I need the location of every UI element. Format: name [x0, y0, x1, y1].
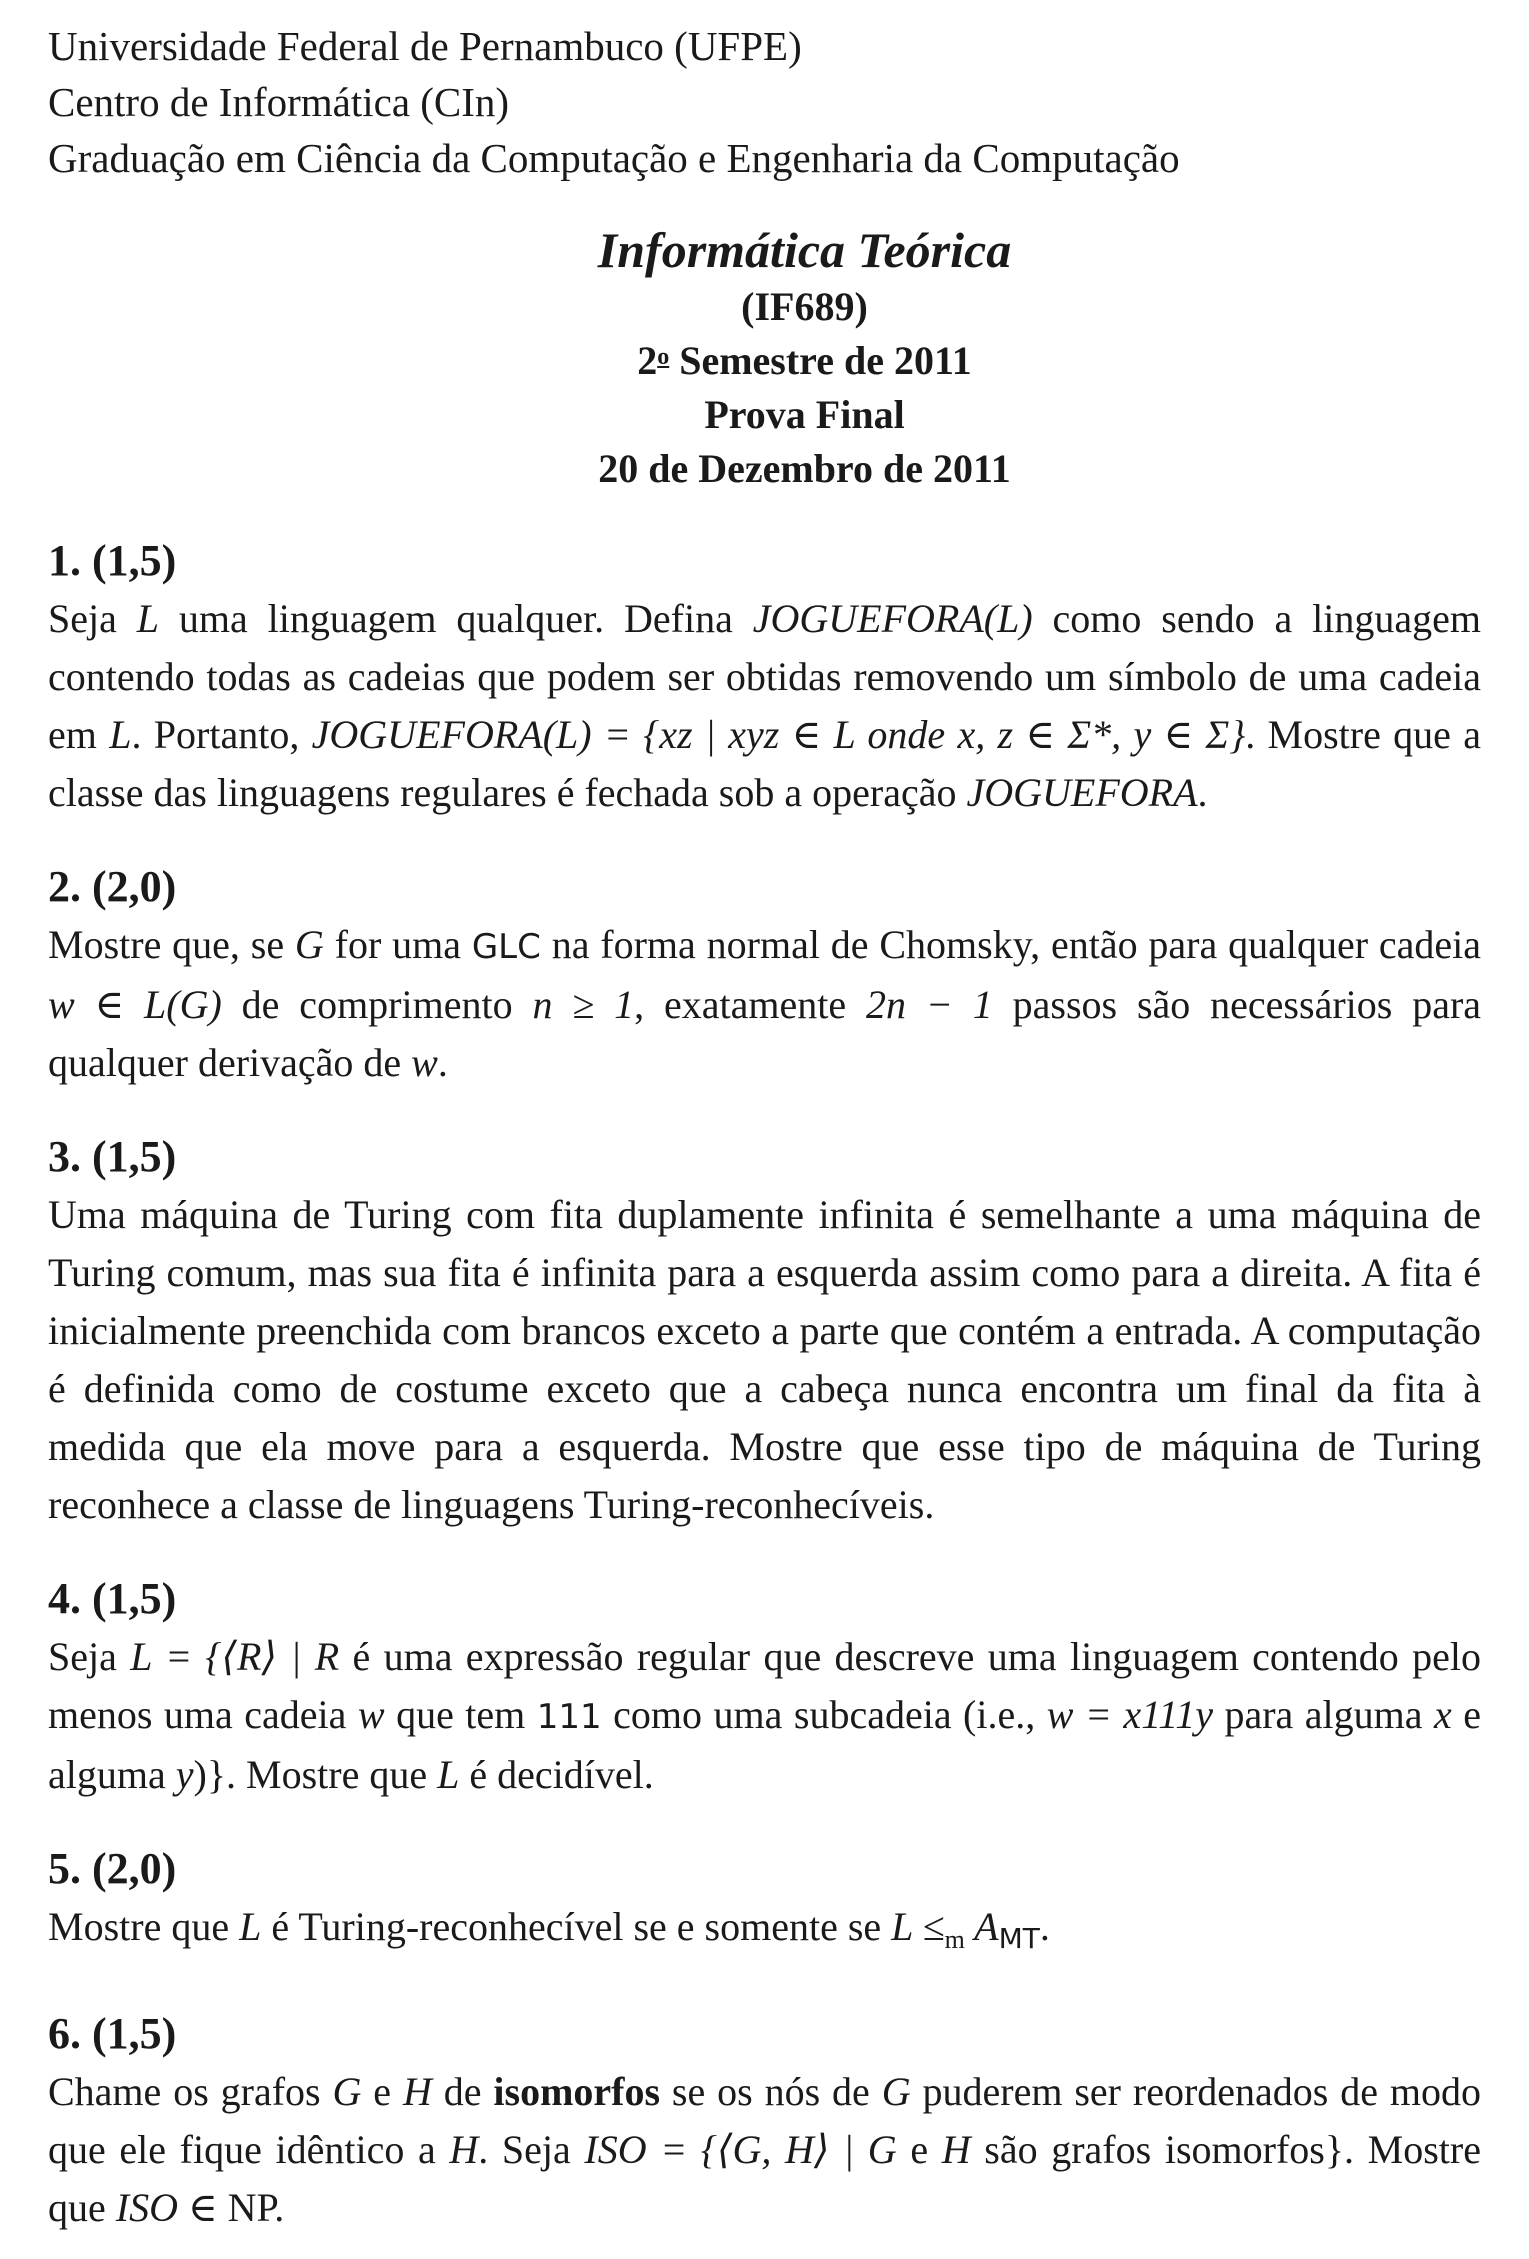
program-name: Graduação em Ciência da Computação e Engenharia da Computação [48, 135, 1180, 181]
question-heading: 2. (2,0) [48, 862, 177, 911]
university-name: Universidade Federal de Pernambuco (UFPE) [48, 23, 802, 69]
question-heading: 1. (1,5) [48, 536, 177, 585]
question-text: Mostre que, se G for uma GLC na forma normal de Chomsky, então para qualquer cadeia w ∈ L(G) de comprimento n ≥ 1, exatamente 2n − 1 passos são necessários para qualquer derivação de w. [48, 922, 1482, 1085]
question-4 [48, 1570, 1481, 1804]
question-6 [48, 2005, 1481, 2237]
question-heading: 4. (1,5) [48, 1574, 177, 1623]
exam-title-block [128, 220, 1481, 496]
question-text: Seja L uma linguagem qualquer. Defina JOGUEFORA(L) como sendo a linguagem contendo todas as cadeias que podem ser obtidas removendo um símbolo de uma cadeia em L. Portanto, JOGUEFORA(L) = {xz | xyz ∈ L onde x, z ∈ Σ*, y ∈ Σ}. Mostre que a classe das linguagens regulares é fechada sob a operação JOGUEFORA. [48, 596, 1482, 815]
exam-name: Prova Final [704, 392, 905, 437]
institution-header [48, 18, 1481, 186]
question-heading: 3. (1,5) [48, 1132, 177, 1181]
question-3 [48, 1128, 1481, 1534]
question-1 [48, 532, 1481, 822]
course-code: (IF689) [741, 284, 868, 329]
question-text: Chame os grafos G e H de isomorfos se os nós de G puderem ser reordenados de modo que ele fique idêntico a H. Seja ISO = {⟨G, H⟩ | G e H são grafos isomorfos}. Mostre que ISO ∈ NP. [48, 2069, 1481, 2230]
question-heading: 6. (1,5) [48, 2009, 177, 2058]
question-heading: 5. (2,0) [48, 1844, 177, 1893]
question-text: Uma máquina de Turing com fita duplamente infinita é semelhante a uma máquina de Turing comum, mas sua fita é infinita para a esquerda assim como para a direita. A fita é inicialmente preenchida com brancos exceto a parte que contém a entrada. A computação é definida como de costume exceto que a cabeça nunca encontra um final da fita à medida que ela move para a esquerda. Mostre que esse tipo de máquina de Turing reconhece a classe de linguagens Turing-reconhecíveis. [48, 1192, 1481, 1527]
center-name: Centro de Informática (CIn) [48, 79, 510, 125]
question-5 [48, 1840, 1481, 1969]
question-text: Seja L = {⟨R⟩ | R é uma expressão regular que descreve uma linguagem contendo pelo menos uma cadeia w que tem 111 como uma subcadeia (i.e., w = x111y para alguma x e alguma y)}. Mostre que L é decidível. [48, 1634, 1482, 1797]
question-2 [48, 858, 1481, 1092]
course-title: Informática Teórica [597, 222, 1012, 278]
question-text: Mostre que L é Turing-reconhecível se e somente se $L \le_m$ $A_{MT}$. [48, 1904, 1050, 1955]
exam-date: 20 de Dezembro de 2011 [598, 446, 1011, 491]
semester: 2$^o$ Semestre de 2011 [637, 338, 972, 383]
